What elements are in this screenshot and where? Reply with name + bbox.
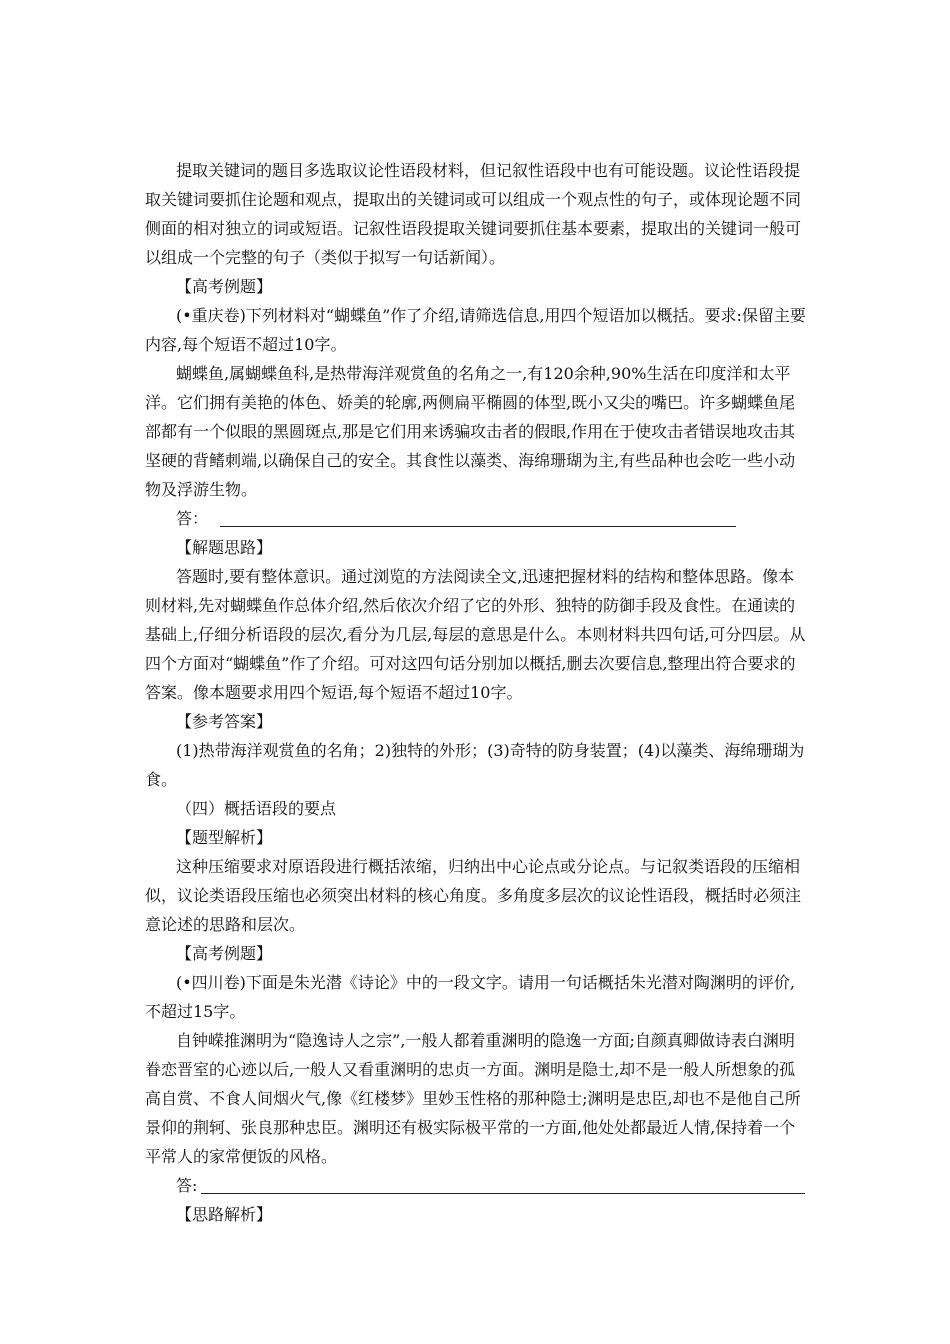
question-sichuan: (•四川卷)下面是朱光潜《诗论》中的一段文字。请用一句话概括朱光潜对陶渊明的评价,不超过15字。 <box>145 973 796 1021</box>
section-heading-reference-answer: 【参考答案】 <box>176 712 273 731</box>
section-heading-solution-idea: 【解题思路】 <box>176 538 273 557</box>
section-heading-type-analysis: 【题型解析】 <box>176 828 273 847</box>
answer-line-1 <box>145 504 807 533</box>
material-butterflyfish: 蝴蝶鱼,属蝴蝶鱼科,是热带海洋观赏鱼的名角之一,有120余种,90%生活在印度洋和太平洋。它们拥有美艳的体色、娇美的轮廓,两侧扁平椭圆的体型,既小又尖的嘴巴。许多蝴蝶鱼尾部都有一个似眼的黑圆斑点,那是它们用来诱骗攻击者的假眼,作用在于使攻击者错误地攻击其坚硬的背鳍刺端,以确保自己的安全。其食性以藻类、海绵珊瑚为主,有些品种也会吃一些小动物及浮游生物。 <box>145 364 796 499</box>
solution-paragraph: 答题时,要有整体意识。通过浏览的方法阅读全文,迅速把握材料的结构和整体思路。像本则材料,先对蝴蝶鱼作总体介绍,然后依次介绍了它的外形、独特的防御手段及食性。在通读的基础上,仔细分析语段的层次,看分为几层,每层的意思是什么。本则材料共四句话,可分四层。从四个方面对“蝴蝶鱼”作了介绍。可对这四句话分别加以概括,删去次要信息,整理出符合要求的答案。像本题要求用四个短语,每个短语不超过10字。 <box>145 567 806 702</box>
section-heading-thinking-analysis: 【思路解析】 <box>176 1205 273 1224</box>
answer-label: 答: <box>176 1176 198 1195</box>
answer-blank <box>201 1172 805 1194</box>
document-body <box>145 156 807 1229</box>
intro-paragraph: 提取关键词的题目多选取议论性语段材料，但记叙性语段中也有可能设题。议论性语段提取关键词要抓住论题和观点，提取出的关键词或可以组成一个观点性的句子，或体现论题不同侧面的相对独立的词或短语。记叙性语段提取关键词要抓住基本要素，提取出的关键词一般可以组成一个完整的句子（类似于拟写一句话新闻）。 <box>145 161 802 267</box>
section-heading-summarize-points: （四）概括语段的要点 <box>176 799 337 818</box>
type-analysis-paragraph: 这种压缩要求对原语段进行概括浓缩，归纳出中心论点或分论点。与记叙类语段的压缩相似，议论类语段压缩也必须突出材料的核心角度。多角度多层次的议论性语段，概括时必须注意论述的思路和层次。 <box>145 857 802 934</box>
answer-line-2 <box>145 1171 807 1200</box>
answer-blank <box>220 505 736 527</box>
question-chongqing: (•重庆卷)下列材料对“蝴蝶鱼”作了介绍,请筛选信息,用四个短语加以概括。要求:保留主要内容,每个短语不超过10字。 <box>145 306 806 354</box>
section-heading-exam-example: 【高考例题】 <box>176 277 273 296</box>
answer-label: 答： <box>176 509 209 528</box>
material-tao-yuanming: 自钟嵘推渊明为“隐逸诗人之宗”,一般人都着重渊明的隐逸一方面;自颜真卿做诗表白渊明眷恋晋室的心迹以后,一般人又看重渊明的忠贞一方面。渊明是隐士,却不是一般人所想象的孤高自赏、不食人间烟火气,像《红楼梦》里妙玉性格的那种隐士;渊明是忠臣,却也不是他自己所景仰的荆轲、张良那种忠臣。渊明还有极实际极平常的一方面,他处处都最近人情,保持着一个平常人的家常便饭的风格。 <box>145 1031 801 1166</box>
reference-answer: (1)热带海洋观赏鱼的名角；2)独特的外形；(3)奇特的防身装置；(4)以藻类、海绵珊瑚为食。 <box>145 741 805 789</box>
section-heading-exam-example-2: 【高考例题】 <box>176 944 273 963</box>
